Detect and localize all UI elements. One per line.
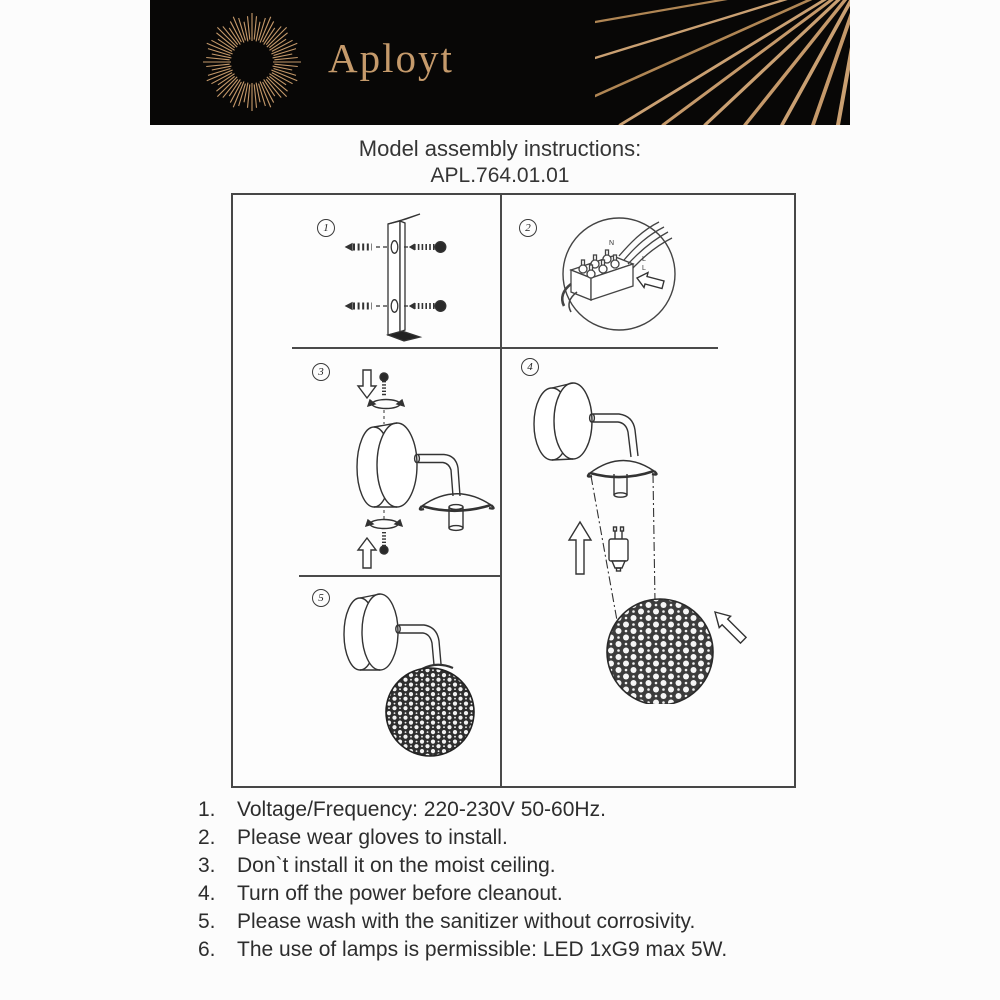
arrow-up-left-icon xyxy=(715,612,746,643)
item-number: 1. xyxy=(198,798,216,821)
step-5-badge: 5 xyxy=(312,589,330,607)
model-number: APL.764.01.01 xyxy=(430,164,570,187)
step-2-illustration-wiring xyxy=(555,212,683,336)
item-text: Please wash with the sanitizer without corrosivity. xyxy=(237,910,696,933)
item-text: Voltage/Frequency: 220-230V 50-60Hz. xyxy=(237,798,606,821)
list-item xyxy=(198,852,858,880)
sunburst-logo-icon xyxy=(196,6,308,118)
brand-name: Aployt xyxy=(328,35,454,81)
item-text: Don`t install it on the moist ceiling. xyxy=(237,854,556,877)
arrow-up-icon xyxy=(569,522,591,574)
step-4-badge: 4 xyxy=(521,358,539,376)
arrow-down-icon xyxy=(358,370,376,398)
item-text: Please wear gloves to install. xyxy=(237,826,508,849)
item-text: The use of lamps is permissible: LED 1xG9 max 5W. xyxy=(237,938,728,961)
step-5-illustration-finished-lamp xyxy=(342,587,502,767)
corner-rays-icon xyxy=(595,0,850,125)
divider-horizontal-top xyxy=(292,347,718,349)
wire-label-n: N xyxy=(609,240,615,247)
wire-label-l1: L xyxy=(642,256,646,263)
divider-horizontal-left xyxy=(299,575,500,577)
step-3-illustration-base-assembly xyxy=(342,364,527,572)
diagram-box xyxy=(231,193,796,788)
item-number: 5. xyxy=(198,910,216,933)
item-number: 3. xyxy=(198,854,216,877)
step-4-illustration-bulb-shade xyxy=(517,374,779,704)
wire-label-l2: L xyxy=(642,265,646,272)
step-3-badge: 3 xyxy=(312,363,330,381)
step-2-badge: 2 xyxy=(519,219,537,237)
list-item xyxy=(198,796,858,824)
page-title: Model assembly instructions: xyxy=(358,136,642,161)
item-number: 4. xyxy=(198,882,216,905)
item-text: Turn off the power before cleanout. xyxy=(237,882,563,905)
arrow-left-icon xyxy=(637,273,664,289)
step-1-badge: 1 xyxy=(317,219,335,237)
instruction-list xyxy=(198,796,858,964)
step-1-illustration-bracket xyxy=(342,210,452,345)
brand-banner xyxy=(150,0,850,125)
item-number: 2. xyxy=(198,826,216,849)
list-item xyxy=(198,936,858,964)
arrow-up-icon xyxy=(358,538,376,568)
list-item xyxy=(198,880,858,908)
item-number: 6. xyxy=(198,938,216,961)
list-item xyxy=(198,908,858,936)
list-item xyxy=(198,824,858,852)
